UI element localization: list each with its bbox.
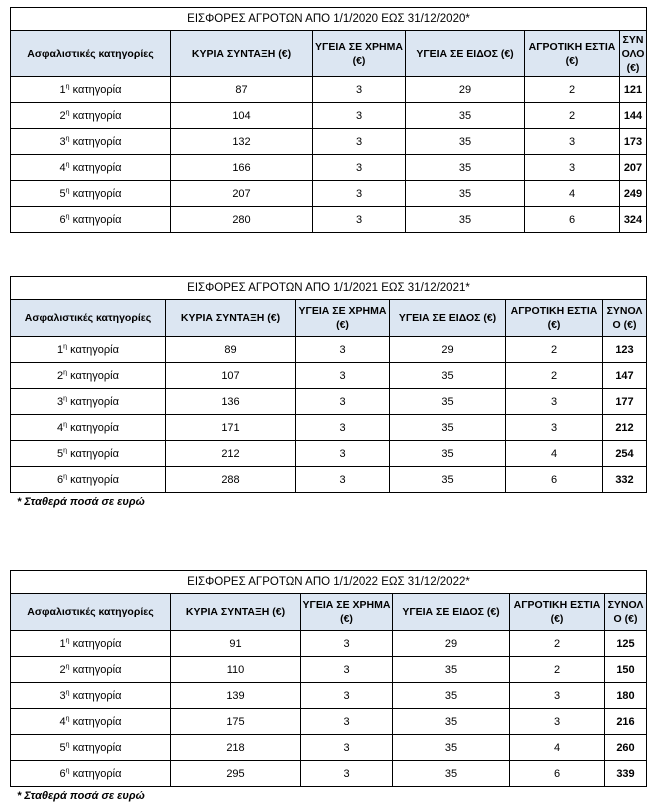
health-cash-cell: 3 (296, 467, 390, 493)
main-pension-cell: 91 (171, 631, 301, 657)
main-pension-cell: 136 (166, 389, 296, 415)
total-cell: 216 (605, 709, 647, 735)
health-cash-cell: 3 (301, 683, 393, 709)
health-cash-cell: 3 (296, 415, 390, 441)
total-cell: 173 (620, 129, 647, 155)
contributions-table-2021 (10, 276, 647, 493)
header-health-kind: ΥΓΕΙΑ ΣΕ ΕΙΔΟΣ (€) (406, 31, 525, 77)
category-cell: $6^\eta$ κατηγορία (11, 467, 166, 493)
category-cell: $2^\eta$ κατηγορία (11, 103, 171, 129)
table-row (11, 363, 647, 389)
agro-hearth-cell: 2 (506, 363, 603, 389)
table-row (11, 181, 647, 207)
agro-hearth-cell: 3 (525, 155, 620, 181)
main-pension-cell: 132 (171, 129, 313, 155)
main-pension-cell: 87 (171, 77, 313, 103)
main-pension-cell: 207 (171, 181, 313, 207)
category-cell: $1^\eta$ κατηγορία (11, 77, 171, 103)
agro-hearth-cell: 6 (510, 761, 605, 787)
health-cash-cell: 3 (296, 441, 390, 467)
health-kind-cell: 29 (390, 337, 506, 363)
health-kind-cell: 35 (393, 761, 510, 787)
total-cell: 249 (620, 181, 647, 207)
agro-hearth-cell: 4 (510, 735, 605, 761)
health-kind-cell: 35 (390, 363, 506, 389)
total-cell: 332 (603, 467, 647, 493)
main-pension-cell: 212 (166, 441, 296, 467)
main-pension-cell: 139 (171, 683, 301, 709)
health-kind-cell: 35 (393, 657, 510, 683)
agro-hearth-cell: 3 (506, 389, 603, 415)
header-health-kind: ΥΓΕΙΑ ΣΕ ΕΙΔΟΣ (€) (390, 300, 506, 337)
header-main-pension: ΚΥΡΙΑ ΣΥΝΤΑΞΗ (€) (171, 31, 313, 77)
health-cash-cell: 3 (301, 709, 393, 735)
health-kind-cell: 35 (393, 735, 510, 761)
table-row (11, 441, 647, 467)
health-cash-cell: 3 (313, 103, 406, 129)
health-kind-cell: 35 (390, 441, 506, 467)
total-cell: 125 (605, 631, 647, 657)
category-cell: $4^\eta$ κατηγορία (11, 415, 166, 441)
agro-hearth-cell: 3 (510, 709, 605, 735)
main-pension-cell: 295 (171, 761, 301, 787)
table-row (11, 155, 647, 181)
agro-hearth-cell: 2 (510, 631, 605, 657)
health-kind-cell: 35 (406, 207, 525, 233)
table-row (11, 103, 647, 129)
header-total: ΣΥΝ ΟΛΟ (€) (620, 31, 647, 77)
table-row (11, 467, 647, 493)
health-kind-cell: 29 (406, 77, 525, 103)
health-cash-cell: 3 (296, 337, 390, 363)
header-agro-hearth: ΑΓΡΟΤΙΚΗ ΕΣΤΙΑ (€) (525, 31, 620, 77)
health-cash-cell: 3 (313, 155, 406, 181)
main-pension-cell: 288 (166, 467, 296, 493)
table-row (11, 683, 647, 709)
header-category: Ασφαλιστικές κατηγορίες (11, 300, 166, 337)
contributions-table-2022 (10, 570, 647, 787)
header-health-cash: ΥΓΕΙΑ ΣΕ ΧΡΗΜΑ (€) (301, 594, 393, 631)
total-cell: 150 (605, 657, 647, 683)
main-pension-cell: 166 (171, 155, 313, 181)
health-kind-cell: 35 (406, 155, 525, 181)
footnote-2021: * Σταθερά ποσά σε ευρώ (17, 496, 145, 508)
category-cell: $6^\eta$ κατηγορία (11, 761, 171, 787)
health-cash-cell: 3 (313, 181, 406, 207)
table-row (11, 129, 647, 155)
total-cell: 212 (603, 415, 647, 441)
main-pension-cell: 175 (171, 709, 301, 735)
header-main-pension: ΚΥΡΙΑ ΣΥΝΤΑΞΗ (€) (171, 594, 301, 631)
category-cell: $3^\eta$ κατηγορία (11, 129, 171, 155)
health-cash-cell: 3 (301, 761, 393, 787)
category-cell: $4^\eta$ κατηγορία (11, 155, 171, 181)
agro-hearth-cell: 4 (506, 441, 603, 467)
header-health-cash: ΥΓΕΙΑ ΣΕ ΧΡΗΜΑ (€) (296, 300, 390, 337)
main-pension-cell: 218 (171, 735, 301, 761)
agro-hearth-cell: 3 (510, 683, 605, 709)
main-pension-cell: 110 (171, 657, 301, 683)
health-cash-cell: 3 (301, 735, 393, 761)
health-kind-cell: 29 (393, 631, 510, 657)
total-cell: 180 (605, 683, 647, 709)
main-pension-cell: 104 (171, 103, 313, 129)
table-row (11, 337, 647, 363)
footnote-2022: * Σταθερά ποσά σε ευρώ (17, 790, 145, 802)
header-total: ΣΥΝΟΛ Ο (€) (605, 594, 647, 631)
total-cell: 121 (620, 77, 647, 103)
health-kind-cell: 35 (406, 181, 525, 207)
header-agro-hearth: ΑΓΡΟΤΙΚΗ ΕΣΤΙΑ (€) (510, 594, 605, 631)
total-cell: 144 (620, 103, 647, 129)
agro-hearth-cell: 2 (506, 337, 603, 363)
header-total: ΣΥΝΟΛ Ο (€) (603, 300, 647, 337)
table-row (11, 761, 647, 787)
table-row (11, 415, 647, 441)
category-cell: $1^\eta$ κατηγορία (11, 337, 166, 363)
category-cell: $2^\eta$ κατηγορία (11, 363, 166, 389)
category-cell: $5^\eta$ κατηγορία (11, 441, 166, 467)
main-pension-cell: 171 (166, 415, 296, 441)
table-row (11, 389, 647, 415)
agro-hearth-cell: 6 (506, 467, 603, 493)
health-kind-cell: 35 (390, 389, 506, 415)
total-cell: 177 (603, 389, 647, 415)
health-cash-cell: 3 (313, 129, 406, 155)
total-cell: 123 (603, 337, 647, 363)
health-kind-cell: 35 (390, 467, 506, 493)
health-kind-cell: 35 (393, 709, 510, 735)
main-pension-cell: 89 (166, 337, 296, 363)
table-row (11, 631, 647, 657)
category-cell: $2^\eta$ κατηγορία (11, 657, 171, 683)
health-cash-cell: 3 (301, 657, 393, 683)
contributions-table-2020 (10, 7, 647, 233)
agro-hearth-cell: 2 (510, 657, 605, 683)
header-main-pension: ΚΥΡΙΑ ΣΥΝΤΑΞΗ (€) (166, 300, 296, 337)
category-cell: $4^\eta$ κατηγορία (11, 709, 171, 735)
header-agro-hearth: ΑΓΡΟΤΙΚΗ ΕΣΤΙΑ (€) (506, 300, 603, 337)
table-row (11, 735, 647, 761)
header-health-kind: ΥΓΕΙΑ ΣΕ ΕΙΔΟΣ (€) (393, 594, 510, 631)
header-category: Ασφαλιστικές κατηγορίες (11, 594, 171, 631)
table-row (11, 657, 647, 683)
category-cell: $3^\eta$ κατηγορία (11, 683, 171, 709)
agro-hearth-cell: 4 (525, 181, 620, 207)
category-cell: $3^\eta$ κατηγορία (11, 389, 166, 415)
health-cash-cell: 3 (301, 631, 393, 657)
agro-hearth-cell: 6 (525, 207, 620, 233)
total-cell: 324 (620, 207, 647, 233)
agro-hearth-cell: 3 (506, 415, 603, 441)
health-cash-cell: 3 (313, 207, 406, 233)
category-cell: $5^\eta$ κατηγορία (11, 735, 171, 761)
health-cash-cell: 3 (296, 363, 390, 389)
health-kind-cell: 35 (393, 683, 510, 709)
total-cell: 339 (605, 761, 647, 787)
total-cell: 260 (605, 735, 647, 761)
table-title: ΕΙΣΦΟΡΕΣ ΑΓΡΟΤΩΝ ΑΠΟ 1/1/2022 ΕΩΣ 31/12/2022* (11, 571, 647, 594)
table-title: ΕΙΣΦΟΡΕΣ ΑΓΡΟΤΩΝ ΑΠΟ 1/1/2020 ΕΩΣ 31/12/2020* (11, 8, 647, 31)
category-cell: $5^\eta$ κατηγορία (11, 181, 171, 207)
header-health-cash: ΥΓΕΙΑ ΣΕ ΧΡΗΜΑ (€) (313, 31, 406, 77)
table-row (11, 207, 647, 233)
total-cell: 207 (620, 155, 647, 181)
agro-hearth-cell: 2 (525, 103, 620, 129)
health-kind-cell: 35 (390, 415, 506, 441)
total-cell: 254 (603, 441, 647, 467)
header-category: Ασφαλιστικές κατηγορίες (11, 31, 171, 77)
health-kind-cell: 35 (406, 129, 525, 155)
total-cell: 147 (603, 363, 647, 389)
table-row (11, 709, 647, 735)
agro-hearth-cell: 3 (525, 129, 620, 155)
health-cash-cell: 3 (296, 389, 390, 415)
table-title: ΕΙΣΦΟΡΕΣ ΑΓΡΟΤΩΝ ΑΠΟ 1/1/2021 ΕΩΣ 31/12/2021* (11, 277, 647, 300)
table-row (11, 77, 647, 103)
category-cell: $6^\eta$ κατηγορία (11, 207, 171, 233)
health-cash-cell: 3 (313, 77, 406, 103)
category-cell: $1^\eta$ κατηγορία (11, 631, 171, 657)
main-pension-cell: 107 (166, 363, 296, 389)
main-pension-cell: 280 (171, 207, 313, 233)
agro-hearth-cell: 2 (525, 77, 620, 103)
health-kind-cell: 35 (406, 103, 525, 129)
